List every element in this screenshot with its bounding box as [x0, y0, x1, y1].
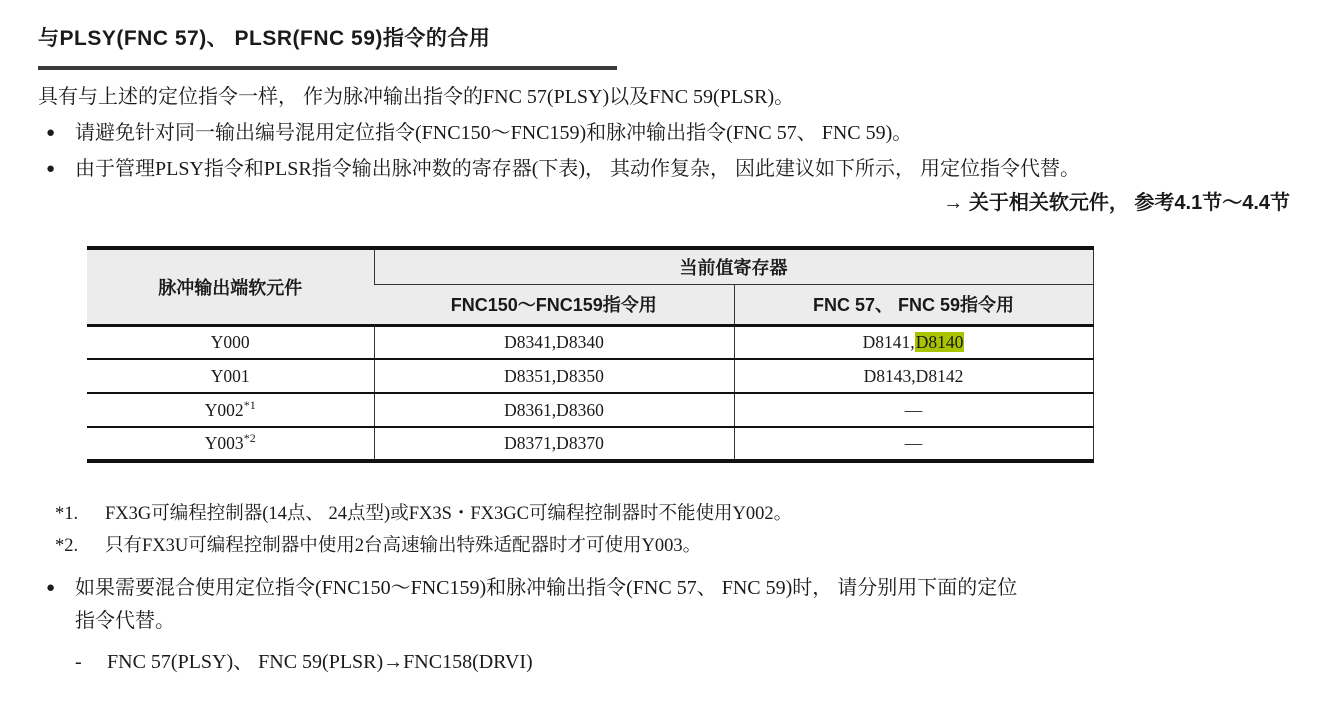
table-row-y003 — [87, 427, 1093, 461]
footnote-1 — [55, 501, 1290, 527]
register-text: D8141, — [862, 331, 915, 352]
fnc150-register-cell: D8361,D8360 — [374, 393, 734, 427]
table-row-y002 — [87, 393, 1093, 427]
intro-paragraph: 具有与上述的定位指令一样， 作为脉冲输出指令的FNC 57(PLSY)以及FNC 59(PLSR)。 — [38, 86, 795, 108]
table-row-y001 — [87, 359, 1093, 393]
replacement-text: FNC 57(PLSY)、 FNC 59(PLSR)→FNC158(DRVI) — [107, 651, 533, 673]
bullet-text: 由于管理PLSY指令和PLSR指令输出脉冲数的寄存器(下表)， 其动作复杂， 因此建议如下所示， 用定位指令代替。 — [75, 158, 1081, 180]
column-header-fnc150-159: FNC150～FNC159指令用 — [374, 284, 734, 325]
bullet-text: 请避免针对同一输出编号混用定位指令(FNC150～FNC159)和脉冲输出指令(FNC 57、 FNC 59)。 — [75, 122, 913, 144]
fnc57-register-cell: D8143,D8142 — [734, 359, 1093, 393]
bullet-icon: ● — [46, 580, 56, 596]
table-body — [87, 325, 1093, 461]
device-cell — [87, 427, 374, 461]
footnote-text: 只有FX3U可编程控制器中使用2台高速输出特殊适配器时才可使用Y003。 — [105, 536, 702, 556]
cross-reference-note: → 关于相关软元件， 参考4.1节～4.4节 — [943, 192, 1290, 214]
search-highlighted-register: D8140 — [915, 331, 964, 352]
fnc150-register-cell: D8341,D8340 — [374, 325, 734, 359]
footnote-marker: *2. — [55, 536, 79, 556]
table-row-y000 — [87, 325, 1093, 359]
fnc57-register-cell: — — [734, 427, 1093, 461]
bullet-icon: ● — [46, 161, 56, 177]
footnote-2 — [55, 533, 1290, 559]
device-label: Y000 — [210, 331, 250, 352]
footnote-reference-2: *2 — [243, 431, 256, 446]
section-title: 与PLSY(FNC 57)、 PLSR(FNC 59)指令的合用 — [38, 27, 491, 50]
bullet-text-line1: 如果需要混合使用定位指令(FNC150～FNC159)和脉冲输出指令(FNC 57、 FNC 59)时， 请分别用下面的定位 — [75, 577, 1018, 599]
device-cell — [87, 359, 374, 393]
footnote-reference-1: *1 — [243, 397, 256, 412]
fnc57-register-cell: — — [734, 393, 1093, 427]
footnotes-block — [38, 501, 1290, 559]
footnote-marker: *1. — [55, 504, 79, 524]
device-label: Y002 — [204, 399, 244, 420]
dash-marker: - — [75, 651, 82, 673]
device-label: Y001 — [210, 365, 250, 386]
bullet-text-line2: 指令代替。 — [75, 610, 175, 632]
device-cell — [87, 325, 374, 359]
bullet-item-avoid-mixing — [38, 120, 1290, 146]
column-header-fnc57-59: FNC 57、 FNC 59指令用 — [734, 284, 1093, 325]
bullet-item-register-complex — [38, 156, 1290, 182]
table-header — [87, 248, 1093, 325]
column-group-header-current-value-register: 当前值寄存器 — [374, 248, 1093, 284]
device-label: Y003 — [204, 433, 244, 453]
current-value-register-table — [87, 246, 1094, 463]
device-cell — [87, 393, 374, 427]
fnc150-register-cell: D8351,D8350 — [374, 359, 734, 393]
title-underline-rule — [38, 66, 617, 70]
fnc150-register-cell: D8371,D8370 — [374, 427, 734, 461]
fnc57-register-cell — [734, 325, 1093, 359]
bullet-item-mixed-use — [38, 575, 1290, 602]
column-header-pulse-output-device: 脉冲输出端软元件 — [87, 248, 374, 325]
footnote-text: FX3G可编程控制器(14点、 24点型)或FX3S・FX3GC可编程控制器时不能使用Y002。 — [105, 504, 793, 524]
bullet-icon: ● — [46, 125, 56, 141]
table-header-row-group — [87, 248, 1093, 284]
instruction-replacement-item — [75, 649, 1290, 675]
